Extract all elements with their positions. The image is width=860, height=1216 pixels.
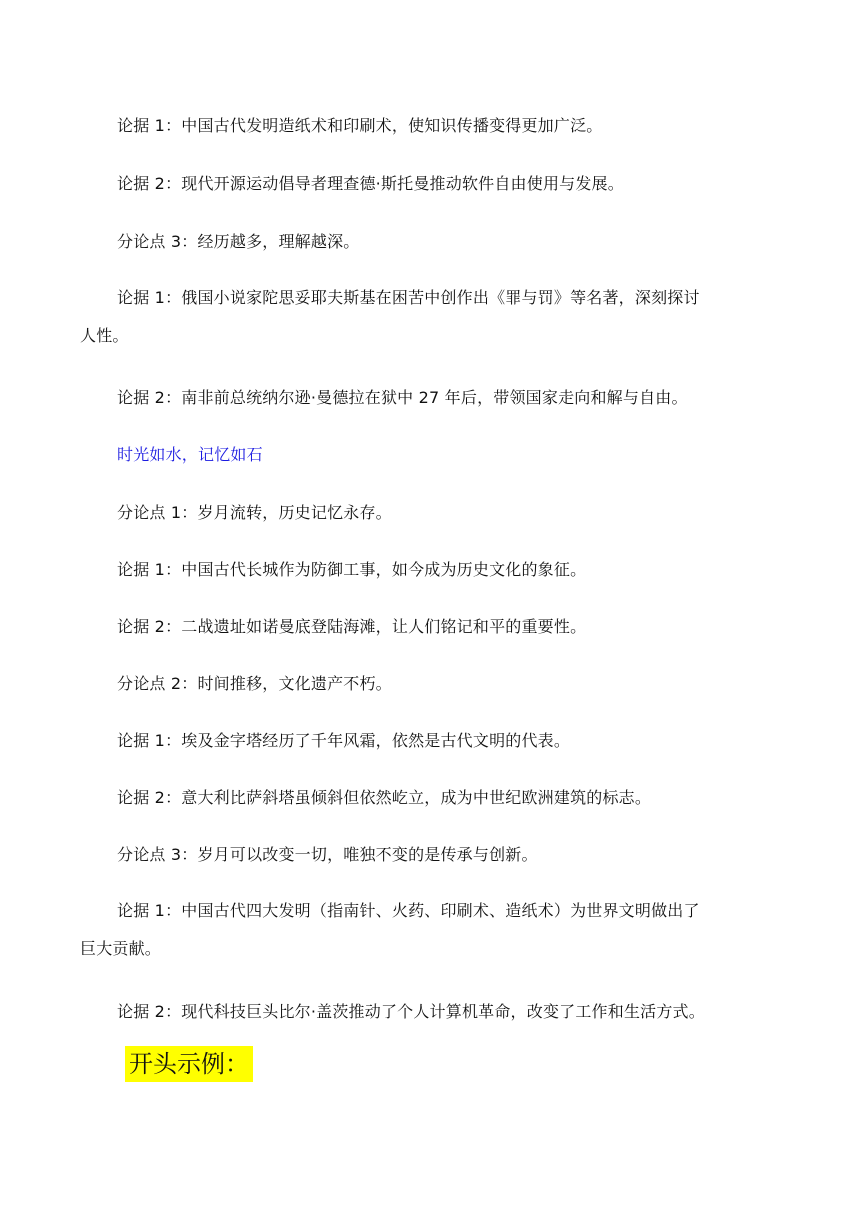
paragraph-line: 论据 1：俄国小说家陀思妥耶夫斯基在困苦中创作出《罪与罚》等名著，深刻探讨 [117, 288, 700, 307]
paragraph-evidence [80, 284, 780, 350]
paragraph-subpoint: 分论点 3：岁月可以改变一切，唯独不变的是传承与创新。 [117, 845, 538, 864]
highlighted-heading: 开头示例： [125, 1046, 253, 1082]
paragraph-evidence: 论据 2：南非前总统纳尔逊·曼德拉在狱中 27 年后，带领国家走向和解与自由。 [117, 388, 688, 407]
paragraph-evidence: 论据 1：中国古代长城作为防御工事，如今成为历史文化的象征。 [117, 560, 587, 579]
paragraph-evidence: 论据 2：现代开源运动倡导者理查德·斯托曼推动软件自由使用与发展。 [117, 174, 624, 193]
paragraph-evidence: 论据 2：二战遗址如诺曼底登陆海滩，让人们铭记和平的重要性。 [117, 617, 587, 636]
paragraph-evidence: 论据 2：意大利比萨斜塔虽倾斜但依然屹立，成为中世纪欧洲建筑的标志。 [117, 788, 652, 807]
paragraph-subpoint: 分论点 3：经历越多，理解越深。 [117, 232, 360, 251]
paragraph-line: 巨大贡献。 [80, 939, 162, 958]
paragraph-evidence: 论据 2：现代科技巨头比尔·盖茨推动了个人计算机革命，改变了工作和生活方式。 [117, 1002, 705, 1021]
paragraph-line: 论据 1：中国古代四大发明（指南针、火药、印刷术、造纸术）为世界文明做出了 [117, 901, 700, 920]
paragraph-subpoint: 分论点 1：岁月流转，历史记忆永存。 [117, 503, 392, 522]
paragraph-evidence: 论据 1：中国古代发明造纸术和印刷术，使知识传播变得更加广泛。 [117, 116, 603, 135]
section-heading: 时光如水，记忆如石 [117, 445, 263, 464]
paragraph-subpoint: 分论点 2：时间推移，文化遗产不朽。 [117, 674, 392, 693]
paragraph-evidence: 论据 1：埃及金字塔经历了千年风霜，依然是古代文明的代表。 [117, 731, 571, 750]
paragraph-line: 人性。 [80, 326, 129, 345]
paragraph-evidence [80, 897, 780, 963]
